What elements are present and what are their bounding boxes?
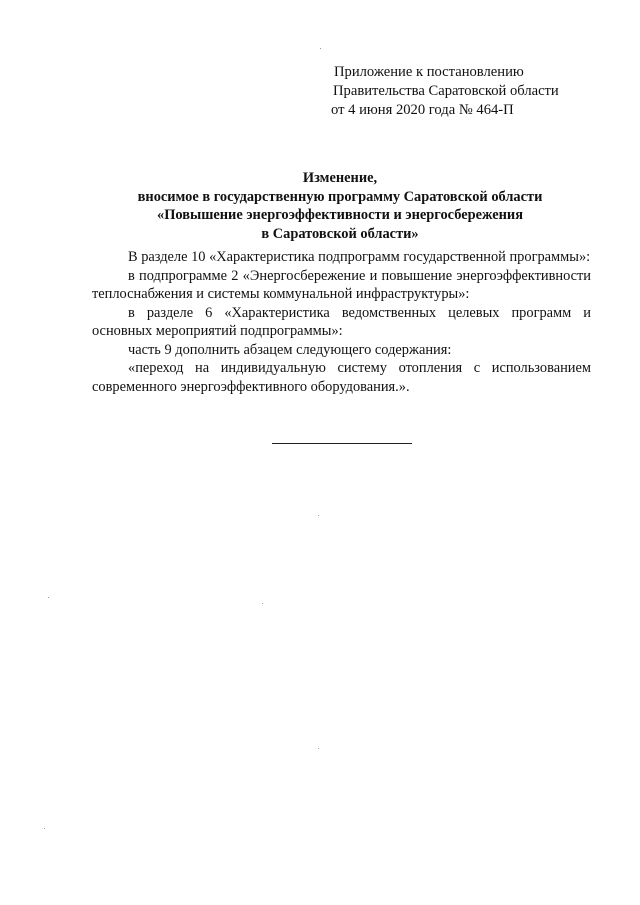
title-line-1: Изменение, [302, 170, 378, 186]
paragraph-section-6: в разделе 6 «Характеристика ведомственных целевых программ и основных мероприятий подпрограммы»: [92, 304, 591, 339]
document-body [92, 248, 591, 396]
scan-speck [318, 515, 319, 516]
title-line-2: вносимое в государственную программу Саратовской области [137, 188, 543, 205]
annex-line-1: Приложение к постановлению [334, 64, 524, 80]
scan-speck [318, 748, 319, 749]
scan-speck [44, 828, 45, 829]
title-line-3: «Повышение энергоэффективности и энергосбережения [157, 207, 523, 223]
annex-header [331, 63, 591, 120]
paragraph-section-10: В разделе 10 «Характеристика подпрограмм государственной программы»: [128, 249, 591, 265]
document-title [80, 169, 600, 243]
paragraph-part-9: часть 9 дополнить абзацем следующего содержания: [128, 341, 452, 358]
scan-speck [262, 603, 263, 604]
annex-line-2: Правительства Саратовской области [333, 83, 559, 99]
scan-speck [48, 597, 49, 598]
paragraph-quote: «переход на индивидуальную систему отопления с использованием современного энергоэффективного оборудования.». [92, 360, 591, 395]
scan-speck [320, 48, 321, 49]
title-line-4: в Саратовской области» [261, 225, 419, 242]
paragraph-subprogram-2: в подпрограмме 2 «Энергосбережение и повышение энергоэффективности теплоснабжения и системы коммунальной инфраструктуры»: [92, 267, 591, 302]
annex-line-3: от 4 июня 2020 года № 464-П [331, 102, 514, 118]
separator-line [272, 443, 412, 444]
